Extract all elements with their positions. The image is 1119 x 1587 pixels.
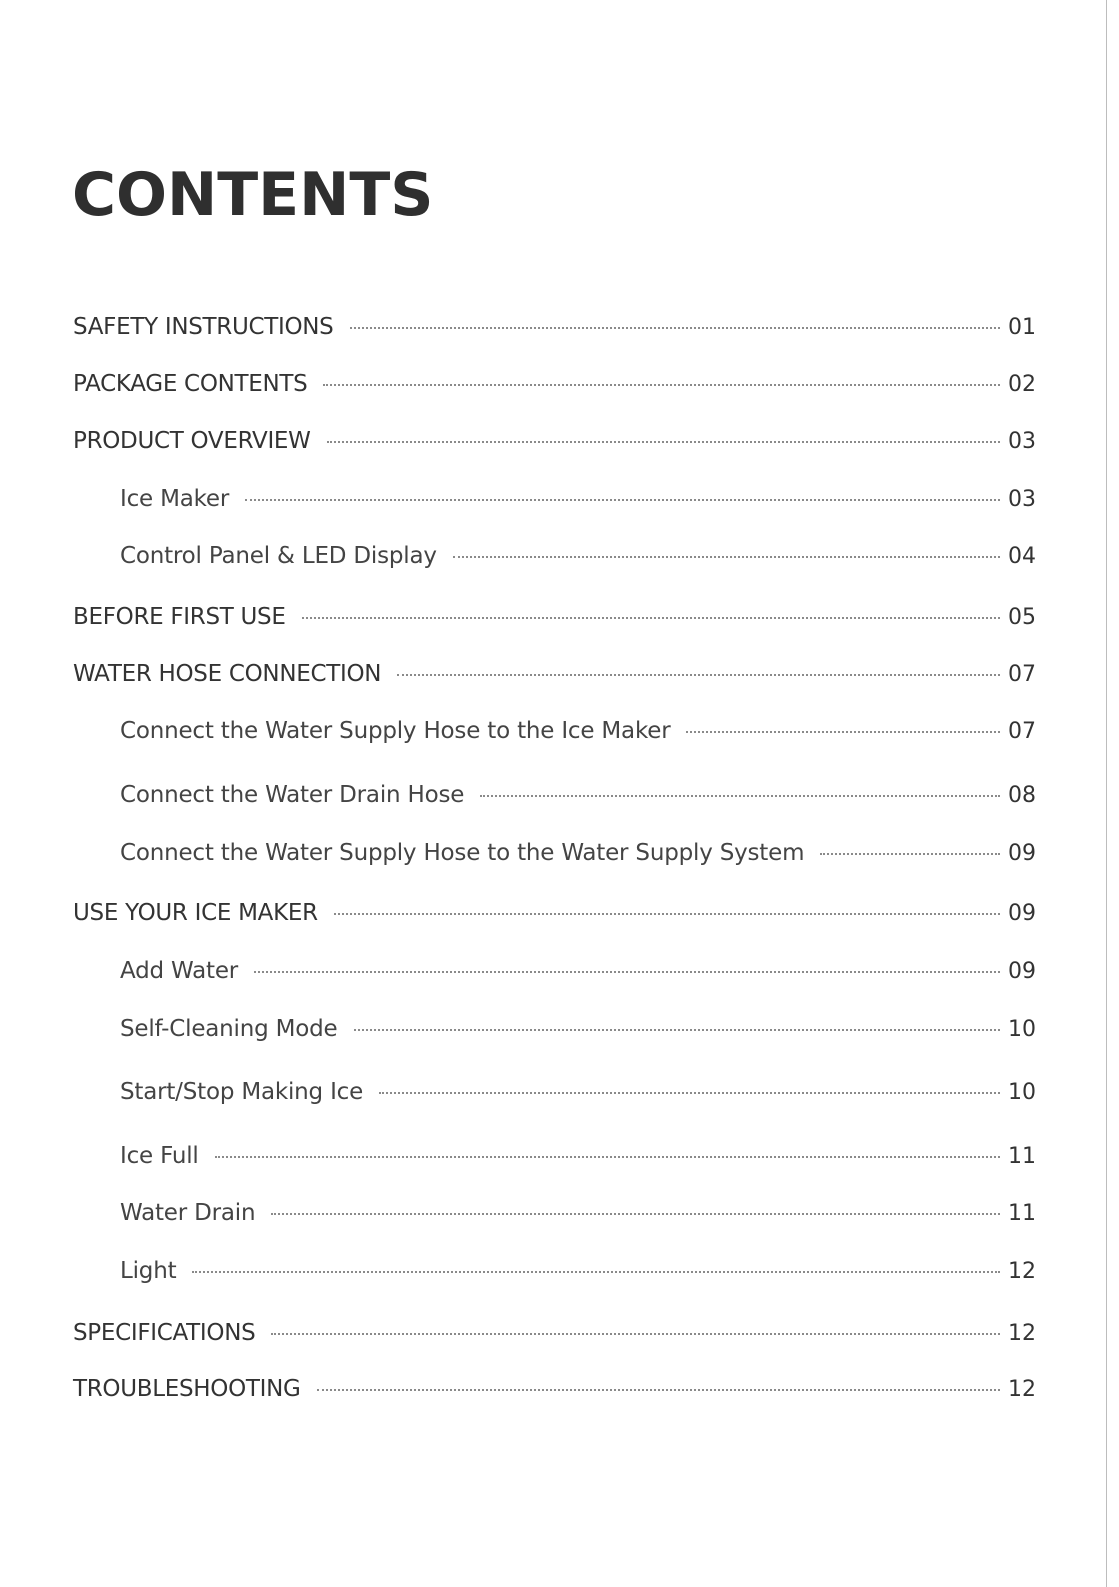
dot-leader	[379, 1092, 1000, 1094]
toc-entry-page: 12	[1008, 1320, 1036, 1346]
toc-entry-label: SPECIFICATIONS	[73, 1320, 256, 1346]
toc-subentry-page: 12	[1008, 1258, 1036, 1284]
toc-subentry-page: 11	[1008, 1143, 1036, 1169]
toc-entry-page: 07	[1008, 661, 1036, 687]
toc-subentry[interactable]	[0, 833, 1040, 873]
toc-entry-label: TROUBLESHOOTING	[73, 1376, 301, 1402]
dot-leader	[480, 795, 1000, 797]
toc-subentry-label: Add Water	[120, 958, 239, 984]
dot-leader	[820, 853, 1000, 855]
toc-entry-page: 09	[1008, 900, 1036, 926]
toc-entry[interactable]	[0, 1369, 1040, 1409]
page-edge-divider	[1106, 0, 1107, 1587]
dot-leader	[317, 1389, 1000, 1391]
toc-subentry[interactable]	[0, 951, 1040, 991]
toc-entry[interactable]	[0, 421, 1040, 461]
dot-leader	[453, 556, 1000, 558]
toc-subentry-page: 09	[1008, 958, 1036, 984]
toc-subentry-label: Self-Cleaning Mode	[120, 1016, 338, 1042]
toc-subentry[interactable]	[0, 1072, 1040, 1112]
toc-entry[interactable]	[0, 1313, 1040, 1353]
dot-leader	[354, 1029, 1001, 1031]
dot-leader	[397, 674, 1000, 676]
toc-subentry-page: 10	[1008, 1079, 1036, 1105]
toc-subentry[interactable]	[0, 1009, 1040, 1049]
dot-leader	[192, 1271, 1000, 1273]
toc-subentry-label: Water Drain	[120, 1200, 256, 1226]
toc-subentry[interactable]	[0, 1136, 1040, 1176]
toc-subentry-page: 09	[1008, 840, 1036, 866]
toc-entry[interactable]	[0, 597, 1040, 637]
toc-subentry-label: Connect the Water Drain Hose	[120, 782, 465, 808]
dot-leader	[327, 441, 1000, 443]
toc-subentry[interactable]	[0, 1193, 1040, 1233]
dot-leader	[215, 1156, 1000, 1158]
dot-leader	[271, 1333, 1000, 1335]
toc-subentry-label: Start/Stop Making Ice	[120, 1079, 364, 1105]
toc-subentry-page: 04	[1008, 543, 1036, 569]
toc-entry-page: 03	[1008, 428, 1036, 454]
toc-subentry-label: Light	[120, 1258, 177, 1284]
toc-entry-label: PACKAGE CONTENTS	[73, 371, 308, 397]
toc-entry-page: 05	[1008, 604, 1036, 630]
toc-entry-page: 12	[1008, 1376, 1036, 1402]
toc-subentry-page: 03	[1008, 486, 1036, 512]
toc-entry-page: 02	[1008, 371, 1036, 397]
toc-subentry-label: Ice Full	[120, 1143, 199, 1169]
toc-entry-label: PRODUCT OVERVIEW	[73, 428, 311, 454]
page-title: CONTENTS	[72, 160, 434, 230]
toc-subentry-page: 11	[1008, 1200, 1036, 1226]
toc-subentry[interactable]	[0, 711, 1040, 751]
dot-leader	[686, 731, 1000, 733]
toc-subentry[interactable]	[0, 536, 1040, 576]
toc-subentry-label: Control Panel & LED Display	[120, 543, 437, 569]
dot-leader	[334, 913, 1000, 915]
toc-entry[interactable]	[0, 893, 1040, 933]
toc-subentry-page: 10	[1008, 1016, 1036, 1042]
toc-subentry-page: 08	[1008, 782, 1036, 808]
toc-subentry[interactable]	[0, 1251, 1040, 1291]
toc-subentry-label: Ice Maker	[120, 486, 230, 512]
toc-entry[interactable]	[0, 654, 1040, 694]
toc-subentry[interactable]	[0, 775, 1040, 815]
toc-subentry-page: 07	[1008, 718, 1036, 744]
toc-entry-label: USE YOUR ICE MAKER	[73, 900, 318, 926]
toc-entry-page: 01	[1008, 314, 1036, 340]
dot-leader	[254, 971, 1000, 973]
toc-subentry[interactable]	[0, 479, 1040, 519]
dot-leader	[350, 327, 1001, 329]
toc-entry-label: WATER HOSE CONNECTION	[73, 661, 382, 687]
dot-leader	[271, 1213, 1000, 1215]
toc-subentry-label: Connect the Water Supply Hose to the Water Supply System	[120, 840, 805, 866]
dot-leader	[245, 499, 1000, 501]
toc-entry-label: SAFETY INSTRUCTIONS	[73, 314, 334, 340]
dot-leader	[323, 384, 1000, 386]
toc-entry-label: BEFORE FIRST USE	[73, 604, 286, 630]
toc-subentry-label: Connect the Water Supply Hose to the Ice Maker	[120, 718, 671, 744]
toc-entry[interactable]	[0, 364, 1040, 404]
dot-leader	[302, 617, 1000, 619]
toc-entry[interactable]	[0, 307, 1040, 347]
